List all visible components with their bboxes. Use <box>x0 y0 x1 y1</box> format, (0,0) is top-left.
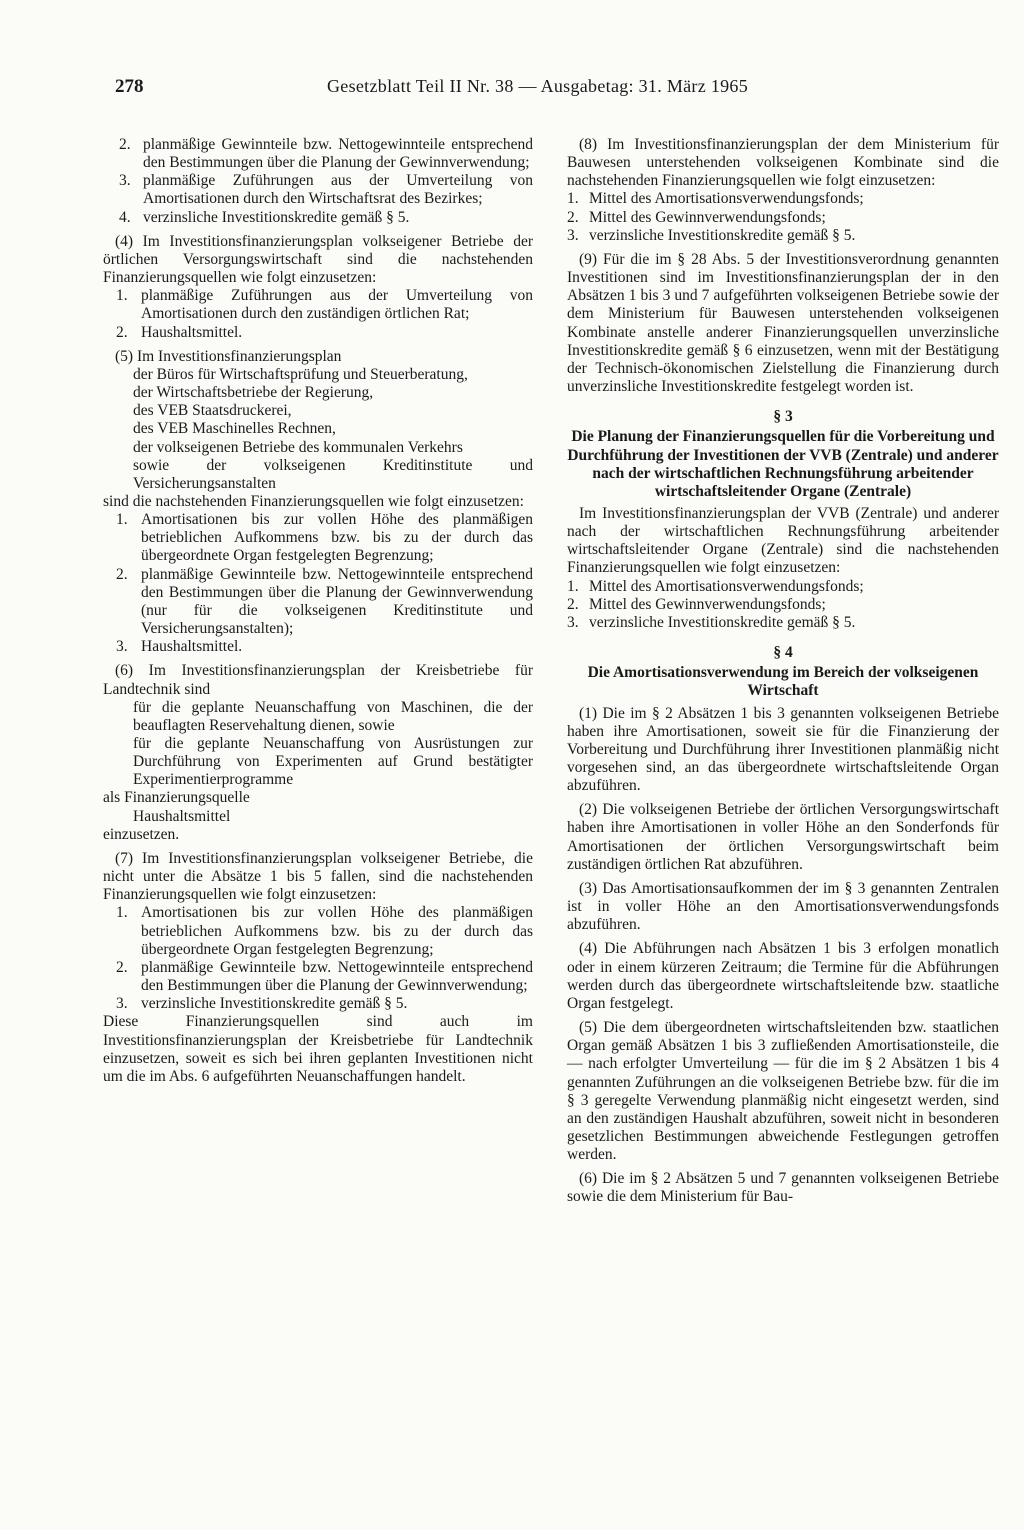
gazette-title: Gesetzblatt Teil II Nr. 38 — Ausgabetag: 31. März 1965 <box>327 76 749 96</box>
list-item: 3. verzinsliche Investitionskredite gemäß § 5. <box>567 613 856 631</box>
list-item: 4. verzinsliche Investitionskredite gemäß § 5. <box>119 208 410 226</box>
list-item: 3. Haushaltsmittel. <box>116 638 243 656</box>
section-4-paragraph: (2) Die volkseigenen Betriebe der örtlichen Versorgungswirtschaft haben ihre Amortisationen in voller Höhe an den Sonderfonds für Amortisationen der örtlichen Versorgungswirtschaft beim zuständigen örtlichen Rat abzuführen. <box>567 801 999 873</box>
page-header <box>115 76 905 102</box>
section-4-paragraph: (1) Die im § 2 Absätzen 1 bis 3 genannten volkseigenen Betriebe haben ihre Amortisationen, soweit sie für die Finanzierung der Vorbereitung und Durchführung ihrer Investitionen planmäßig nicht vorgesehen sind, an das übergeordnete wirtschaftsleitende Organ abzuführen. <box>567 704 999 795</box>
closing-paragraph: Diese Finanzierungsquellen sind auch im Investitionsfinanzierungsplan der Kreisbetriebe für Landtechnik einzusetzen, soweit es sich bei ihren geplanten Investitionen nicht um die im Abs. 6 aufgeführten Neuanschaffungen handelt. <box>103 1013 533 1085</box>
p6-list-line: für die geplante Neuanschaffung von Maschinen, die der beauflagten Reservehaltung dienen, sowie <box>133 698 533 734</box>
list-item: 2. planmäßige Gewinnteile bzw. Nettogewinnteile entsprechend den Bestimmungen über die Planung der Gewinnverwendung; <box>119 136 533 172</box>
right-column <box>567 136 999 1207</box>
list-item: 3. planmäßige Zuführungen aus der Umverteilung von Amortisationen durch den Wirtschaftsrat des Bezirkes; <box>119 172 533 208</box>
left-column <box>103 136 533 1092</box>
list-item: 2. Mittel des Gewinnverwendungsfonds; <box>567 208 826 226</box>
p6-outro: einzusetzen. <box>103 825 180 843</box>
p5-list-line: der Wirtschaftsbetriebe der Regierung, <box>133 384 374 402</box>
p5-list-line: der Büros für Wirtschaftsprüfung und Steuerberatung, <box>133 365 468 383</box>
p6-source-label: als Finanzierungsquelle <box>103 789 250 807</box>
section-3-title: Die Planung der Finanzierungsquellen für die Vorbereitung und Durchführung der Investitionen der VVB (Zentrale) und anderer nach der wirtschaftlichen Rechnungsführung arbeitender wirtschaftsleitender Organe (Zentrale) <box>567 428 999 500</box>
list-item: 1. Amortisationen bis zur vollen Höhe des planmäßigen betrieblichen Aufkommens bzw. bis zu der durch das übergeordnete Organ festgelegten Begrenzung; <box>116 904 533 958</box>
list-item: 2. planmäßige Gewinnteile bzw. Nettogewinnteile entsprechend den Bestimmungen über die Planung der Gewinnverwendung (nur für die volkseigenen Kreditinstitute und Versicherungsanstalten); <box>116 565 533 638</box>
section-4-number: § 4 <box>773 644 793 662</box>
list-item: 2. planmäßige Gewinnteile bzw. Nettogewinnteile entsprechend den Bestimmungen über die Planung der Gewinnverwendung; <box>116 958 533 995</box>
list-item: 1. planmäßige Zuführungen aus der Umverteilung von Amortisationen durch den zuständigen örtlichen Rat; <box>116 287 533 323</box>
paragraph-7-intro: (7) Im Investitionsfinanzierungsplan volkseigener Betriebe, die nicht unter die Absätze 1 bis 5 fallen, sind die nachstehenden Finanzierungsquellen wie folgt einzusetzen: <box>103 849 533 904</box>
section-3-number: § 3 <box>773 408 793 426</box>
p5-list-line: des VEB Maschinelles Rechnen, <box>133 420 336 438</box>
top-list <box>103 136 533 227</box>
paragraph-4-intro: (4) Im Investitionsfinanzierungsplan volkseigener Betriebe der örtlichen Versorgungswirtschaft sind die nachstehenden Finanzierungsquellen wie folgt einzusetzen: <box>103 232 533 287</box>
section-4-paragraph: (6) Die im § 2 Absätzen 5 und 7 genannten volkseigenen Betriebe sowie die dem Ministerium für Bau- <box>567 1170 999 1206</box>
list-item: 3. verzinsliche Investitionskredite gemäß § 5. <box>567 226 856 244</box>
p6-list-line: für die geplante Neuanschaffung von Ausrüstungen zur Durchführung von Experimenten auf Grund bestätigter Experimentierprogramme <box>133 735 533 789</box>
paragraph-6-intro: (6) Im Investitionsfinanzierungsplan der Kreisbetriebe für Landtechnik sind <box>103 662 533 698</box>
paragraph-8-intro: (8) Im Investitionsfinanzierungsplan der dem Ministerium für Bauwesen unterstehenden volkseigenen Kombinate sind die nachstehenden Finanzierungsquellen wie folgt einzusetzen: <box>567 136 999 190</box>
list-item: 2. Mittel des Gewinnverwendungsfonds; <box>567 595 826 613</box>
list-item: 3. verzinsliche Investitionskredite gemäß § 5. <box>116 995 408 1013</box>
page-number: 278 <box>115 76 144 97</box>
p5-list-line: sowie der volkseigenen Kreditinstitute und Versicherungsanstalten <box>133 456 533 492</box>
section-4-paragraph: (3) Das Amortisationsaufkommen der im § 3 genannten Zentralen ist in voller Höhe an den Amortisationsverwendungsfonds abzuführen. <box>567 879 999 934</box>
p5-list-line: der volkseigenen Betriebe des kommunalen Verkehrs <box>133 438 463 456</box>
section-3-intro: Im Investitionsfinanzierungsplan der VVB (Zentrale) und anderer nach der wirtschaftlichen Rechnungsführung arbeitender wirtschaftsleitender Organe (Zentrale) sind die nachstehenden Finanzierungsquellen wie folgt einzusetzen: <box>567 504 999 577</box>
paragraph-5-outro: sind die nachstehenden Finanzierungsquellen wie folgt einzusetzen: <box>103 492 524 510</box>
paragraph-9: (9) Für die im § 28 Abs. 5 der Investitionsverordnung genannten Investitionen sind im Investitionsfinanzierungsplan der in den Absätzen 1 bis 3 und 7 aufgeführten volkseigenen Betriebe sowie der dem Ministerium für Bauwesen unterstehenden volkseigenen Kombinate anstelle anderer Finanzierungsquellen unverzinsliche Investitionskredite gemäß § 6 einzusetzen, wenn mit der Bestätigung der Technisch-ökonomischen Zielstellung die Finanzierung durch unverzinsliche Investitionskredite festgelegt worden ist. <box>567 250 999 396</box>
paragraph-5-intro: (5) Im Investitionsfinanzierungsplan <box>115 347 342 365</box>
p5-list-line: des VEB Staatsdruckerei, <box>133 402 292 420</box>
list-item: 2. Haushaltsmittel. <box>116 323 243 341</box>
list-item: 1. Mittel des Amortisationsverwendungsfonds; <box>567 190 864 208</box>
list-item: 1. Mittel des Amortisationsverwendungsfonds; <box>567 577 864 595</box>
list-item: 1. Amortisationen bis zur vollen Höhe des planmäßigen betrieblichen Aufkommens bzw. bis zu der durch das übergeordnete Organ festgelegten Begrenzung; <box>116 511 533 565</box>
section-4-title: Die Amortisationsverwendung im Bereich der volkseigenen Wirtschaft <box>587 664 979 700</box>
p6-source: Haushaltsmittel <box>133 807 231 825</box>
section-4-paragraph: (4) Die Abführungen nach Absätzen 1 bis 3 erfolgen monatlich oder in einem kürzeren Zeitraum; die Termine für die Abführungen werden durch das übergeordnete wirtschaftsleitende bzw. staatliche Organ festgelegt. <box>567 940 999 1012</box>
section-4-paragraph: (5) Die dem übergeordneten wirtschaftsleitenden bzw. staatlichen Organ gemäß Absätzen 1 bis 3 zufließenden Amortisationsteile, die — nach erfolgter Umverteilung — für die im § 2 Absätzen 1 bis 4 genannten Zuführungen an die volkseigenen Betriebe bzw. für die im § 3 geregelte Verwendung planmäßig nicht eingesetzt werden, sind an den zuständigen Haushalt abzuführen, soweit nicht in besonderen gesetzlichen Bestimmungen abweichende Festlegungen getroffen werden. <box>567 1019 999 1164</box>
